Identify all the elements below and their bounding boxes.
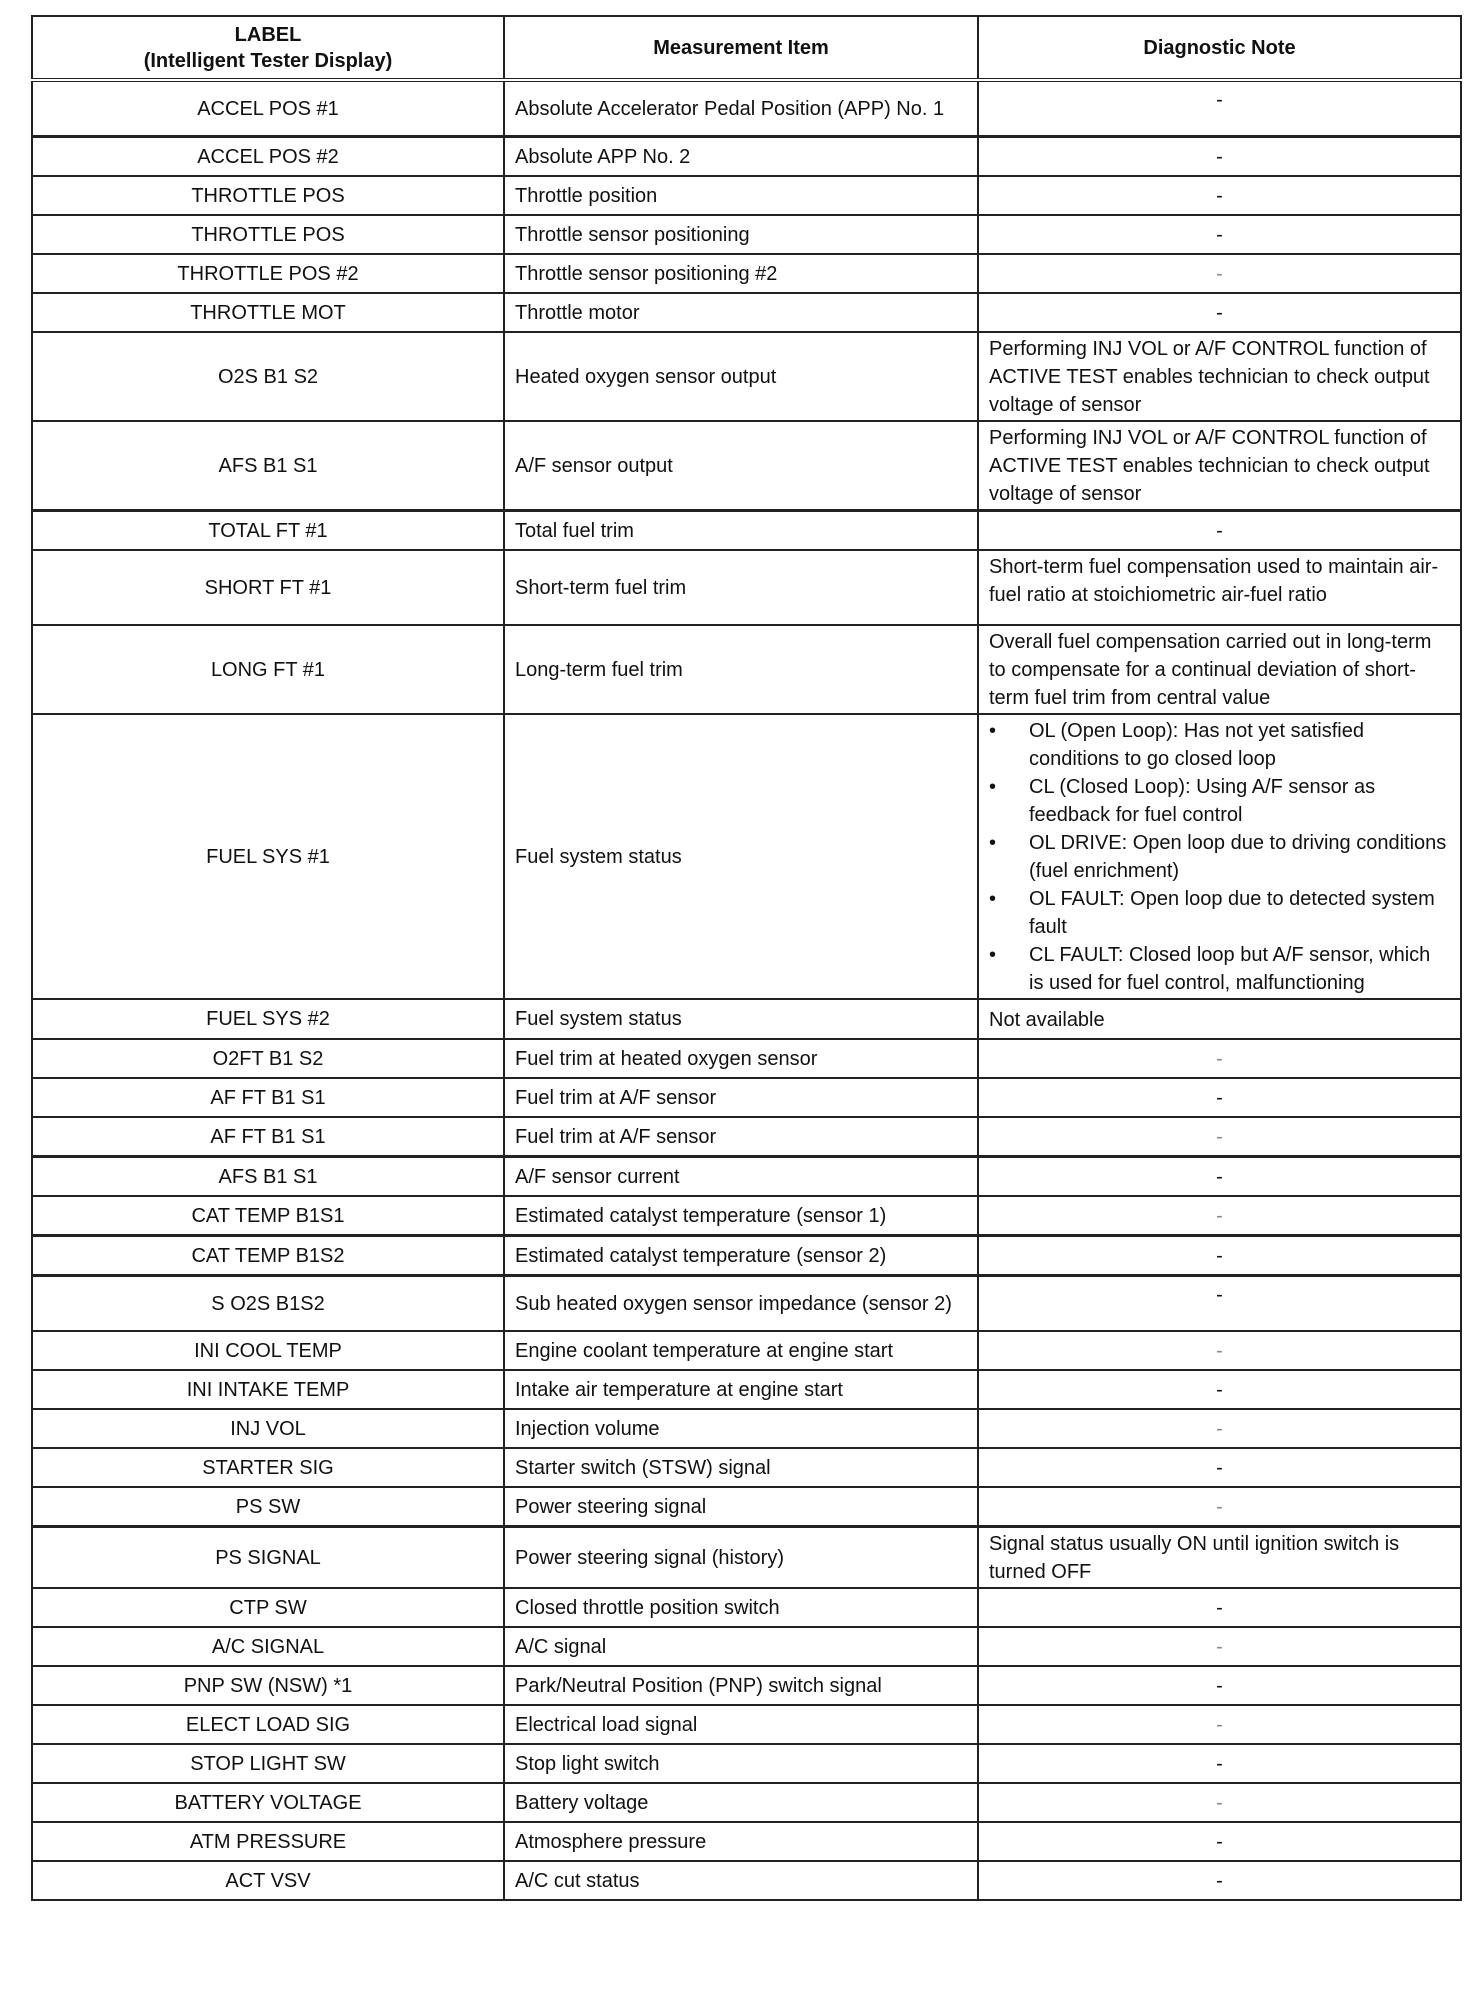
table-row [32,1527,1461,1589]
bullet-icon: • [989,776,997,798]
row-label: CTP SW [32,1588,504,1627]
row-diagnostic-note: - [978,293,1461,332]
row-diagnostic-note: - [978,1157,1461,1197]
row-label: THROTTLE POS [32,176,504,215]
table-row [32,215,1461,254]
row-diagnostic-note: - [978,1078,1461,1117]
table-row [32,254,1461,293]
table-row [32,1117,1461,1157]
header-label [32,16,504,80]
row-diagnostic-note: - [978,1409,1461,1448]
row-diagnostic-note: - [978,254,1461,293]
row-label: STARTER SIG [32,1448,504,1487]
row-measurement-item: Stop light switch [504,1744,978,1783]
table-row [32,1196,1461,1236]
row-measurement-item: Absolute Accelerator Pedal Position (APP) No. 1 [504,80,978,137]
table-body [32,80,1461,1900]
row-label: ACT VSV [32,1861,504,1900]
row-measurement-item: Throttle sensor positioning [504,215,978,254]
row-measurement-item: Total fuel trim [504,511,978,551]
row-measurement-item: Heated oxygen sensor output [504,332,978,421]
row-label: STOP LIGHT SW [32,1744,504,1783]
row-measurement-item: Absolute APP No. 2 [504,137,978,177]
row-diagnostic-note: Overall fuel compensation carried out in long-term to compensate for a continual deviation of short-term fuel trim from central value [978,625,1461,714]
row-label: THROTTLE POS #2 [32,254,504,293]
row-diagnostic-note: - [978,1861,1461,1900]
row-label: ACCEL POS #1 [32,80,504,137]
bullet-icon: • [989,944,997,966]
row-measurement-item: Throttle sensor positioning #2 [504,254,978,293]
row-measurement-item: Fuel trim at A/F sensor [504,1078,978,1117]
header-row [32,16,1461,80]
row-diagnostic-note: - [978,1276,1461,1332]
row-measurement-item: Estimated catalyst temperature (sensor 1) [504,1196,978,1236]
row-diagnostic-note: - [978,1196,1461,1236]
list-item [989,885,1450,941]
row-diagnostic-note: - [978,1448,1461,1487]
row-label: CAT TEMP B1S2 [32,1236,504,1276]
row-measurement-item: Starter switch (STSW) signal [504,1448,978,1487]
row-label: FUEL SYS #1 [32,714,504,999]
list-item-text: CL FAULT: Closed loop but A/F sensor, which is used for fuel control, malfunctioning [1029,944,1431,994]
table-row [32,1783,1461,1822]
header-label-line2: (Intelligent Tester Display) [143,49,393,72]
row-measurement-item: A/C signal [504,1627,978,1666]
row-measurement-item: Long-term fuel trim [504,625,978,714]
row-label: AFS B1 S1 [32,421,504,511]
row-label: ELECT LOAD SIG [32,1705,504,1744]
row-diagnostic-note [978,714,1461,999]
row-label: AFS B1 S1 [32,1157,504,1197]
table-row [32,1157,1461,1197]
row-label: SHORT FT #1 [32,550,504,625]
table-row [32,332,1461,421]
row-diagnostic-note: - [978,1822,1461,1861]
row-measurement-item: Fuel trim at A/F sensor [504,1117,978,1157]
table-header [32,16,1461,80]
row-measurement-item: A/F sensor output [504,421,978,511]
row-label: INI INTAKE TEMP [32,1370,504,1409]
table-row [32,1236,1461,1276]
table-row [32,1822,1461,1861]
row-measurement-item: Battery voltage [504,1783,978,1822]
row-measurement-item: Electrical load signal [504,1705,978,1744]
header-label-line1: LABEL [234,23,302,46]
table-row [32,1744,1461,1783]
table-row [32,1078,1461,1117]
row-diagnostic-note: - [978,1666,1461,1705]
row-label: ACCEL POS #2 [32,137,504,177]
row-measurement-item: Throttle position [504,176,978,215]
row-measurement-item: A/F sensor current [504,1157,978,1197]
row-diagnostic-note: - [978,1117,1461,1157]
row-label: S O2S B1S2 [32,1276,504,1332]
table-row [32,1409,1461,1448]
row-diagnostic-note: - [978,1039,1461,1078]
row-label: INI COOL TEMP [32,1331,504,1370]
row-measurement-item: Sub heated oxygen sensor impedance (sensor 2) [504,1276,978,1332]
row-label: INJ VOL [32,1409,504,1448]
table-row [32,1666,1461,1705]
row-label: CAT TEMP B1S1 [32,1196,504,1236]
row-diagnostic-note: Not available [978,999,1461,1039]
row-diagnostic-note: - [978,511,1461,551]
row-measurement-item: Throttle motor [504,293,978,332]
table-row [32,293,1461,332]
bullet-icon: • [989,832,997,854]
row-label: O2FT B1 S2 [32,1039,504,1078]
row-diagnostic-note: - [978,1588,1461,1627]
row-measurement-item: Intake air temperature at engine start [504,1370,978,1409]
row-label: AF FT B1 S1 [32,1117,504,1157]
row-diagnostic-note: - [978,1236,1461,1276]
row-label: PNP SW (NSW) *1 [32,1666,504,1705]
row-label: BATTERY VOLTAGE [32,1783,504,1822]
row-measurement-item: Fuel system status [504,999,978,1039]
table-row [32,1588,1461,1627]
table-row [32,1627,1461,1666]
row-measurement-item: Park/Neutral Position (PNP) switch signal [504,1666,978,1705]
row-diagnostic-note: - [978,215,1461,254]
row-label: ATM PRESSURE [32,1822,504,1861]
row-diagnostic-note: - [978,1487,1461,1527]
list-item [989,941,1450,997]
table-row [32,1861,1461,1900]
row-diagnostic-note: - [978,1331,1461,1370]
table-row [32,80,1461,137]
table-row [32,550,1461,625]
row-diagnostic-note: - [978,176,1461,215]
table-row [32,1331,1461,1370]
diagnostic-data-table [31,15,1462,1901]
row-diagnostic-note: Performing INJ VOL or A/F CONTROL function of ACTIVE TEST enables technician to check output voltage of sensor [978,332,1461,421]
row-label: A/C SIGNAL [32,1627,504,1666]
table-row [32,714,1461,999]
row-measurement-item: Closed throttle position switch [504,1588,978,1627]
row-diagnostic-note: Performing INJ VOL or A/F CONTROL function of ACTIVE TEST enables technician to check output voltage of sensor [978,421,1461,511]
row-measurement-item: Estimated catalyst temperature (sensor 2) [504,1236,978,1276]
table-row [32,421,1461,511]
table-row [32,1276,1461,1332]
bullet-icon: • [989,888,997,910]
row-diagnostic-note: - [978,1627,1461,1666]
list-item-text: OL (Open Loop): Has not yet satisfied conditions to go closed loop [1029,720,1364,770]
table-row [32,137,1461,177]
table-row [32,511,1461,551]
row-label: O2S B1 S2 [32,332,504,421]
row-label: AF FT B1 S1 [32,1078,504,1117]
row-measurement-item: Engine coolant temperature at engine start [504,1331,978,1370]
row-measurement-item: A/C cut status [504,1861,978,1900]
row-diagnostic-note: - [978,1744,1461,1783]
table-row [32,1370,1461,1409]
row-label: THROTTLE POS [32,215,504,254]
table-row [32,625,1461,714]
row-measurement-item: Injection volume [504,1409,978,1448]
row-measurement-item: Short-term fuel trim [504,550,978,625]
row-label: LONG FT #1 [32,625,504,714]
row-diagnostic-note: Signal status usually ON until ignition switch is turned OFF [978,1527,1461,1589]
header-diagnostic-note: Diagnostic Note [978,16,1461,80]
row-measurement-item: Power steering signal (history) [504,1527,978,1589]
row-measurement-item: Fuel trim at heated oxygen sensor [504,1039,978,1078]
row-label: PS SIGNAL [32,1527,504,1589]
header-measurement-item: Measurement Item [504,16,978,80]
table-row [32,1705,1461,1744]
row-diagnostic-note: - [978,137,1461,177]
row-label: PS SW [32,1487,504,1527]
row-measurement-item: Atmosphere pressure [504,1822,978,1861]
table-row [32,1448,1461,1487]
table-row [32,999,1461,1039]
list-item-text: OL DRIVE: Open loop due to driving conditions (fuel enrichment) [1029,832,1447,882]
table-row [32,1039,1461,1078]
table-row [32,176,1461,215]
fuel-status-list [989,717,1450,997]
row-measurement-item: Fuel system status [504,714,978,999]
row-diagnostic-note: Short-term fuel compensation used to maintain air-fuel ratio at stoichiometric air-fuel ratio [978,550,1461,625]
row-label: FUEL SYS #2 [32,999,504,1039]
row-label: THROTTLE MOT [32,293,504,332]
list-item [989,773,1450,829]
bullet-icon: • [989,720,997,742]
list-item-text: OL FAULT: Open loop due to detected system fault [1029,888,1435,938]
row-label: TOTAL FT #1 [32,511,504,551]
row-diagnostic-note: - [978,1783,1461,1822]
list-item-text: CL (Closed Loop): Using A/F sensor as feedback for fuel control [1029,776,1376,826]
row-measurement-item: Power steering signal [504,1487,978,1527]
row-diagnostic-note: - [978,1370,1461,1409]
table-row [32,1487,1461,1527]
list-item [989,717,1450,773]
list-item [989,829,1450,885]
row-diagnostic-note: - [978,80,1461,137]
row-diagnostic-note: - [978,1705,1461,1744]
